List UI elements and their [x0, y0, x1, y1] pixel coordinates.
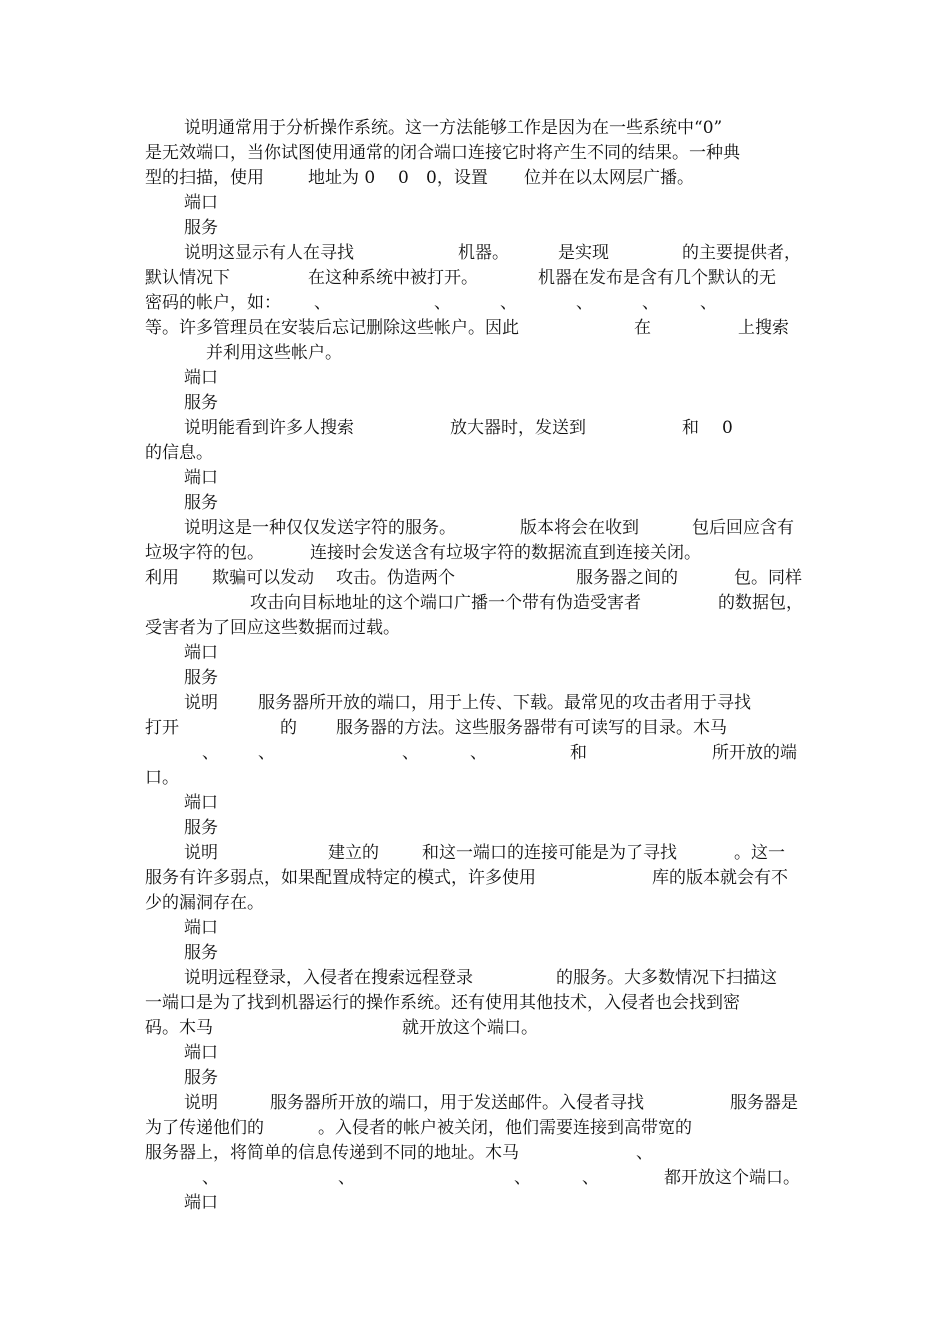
text-segment: 、: [202, 1168, 219, 1188]
text-segment: 就开放这个端口。: [402, 1018, 538, 1038]
text-line: [0, 791, 218, 816]
text-segment: 并利用这些帐户。: [206, 343, 342, 363]
text-segment: 说明远程登录，入侵者在搜索远程登录: [184, 968, 473, 988]
text-line: [0, 891, 264, 916]
text-segment: 、: [338, 1168, 355, 1188]
text-line: [0, 291, 717, 316]
port-label: 端口: [184, 468, 218, 488]
text-segment: 是实现: [558, 243, 609, 263]
text-segment: 和: [570, 743, 587, 763]
service-label: 服务: [184, 493, 218, 513]
text-segment: 型的扫描，使用: [145, 168, 264, 188]
text-line: [0, 1016, 538, 1041]
text-segment: 的服务。大多数情况下扫描这: [556, 968, 777, 988]
text-segment: 、: [576, 293, 593, 313]
text-line: [0, 591, 803, 616]
text-segment: 垃圾字符的包。: [145, 543, 264, 563]
text-line: [0, 1066, 218, 1091]
text-segment: 服务器所开放的端口，用于上传、下载。最常见的攻击者用于寻找: [258, 693, 751, 713]
text-segment: 为了传递他们的: [145, 1118, 264, 1138]
text-line: [0, 341, 342, 366]
text-segment: 上搜索: [738, 318, 789, 338]
text-segment: 口。: [145, 768, 179, 788]
text-segment: 说明: [184, 693, 218, 713]
text-segment: 机器。: [458, 243, 509, 263]
text-segment: 所开放的端: [712, 743, 797, 763]
service-label: 服务: [184, 1068, 218, 1088]
text-line: [0, 441, 213, 466]
text-segment: 在这种系统中被打开。: [308, 268, 478, 288]
text-segment: 0: [398, 168, 409, 188]
text-segment: 码。木马: [145, 1018, 213, 1038]
text-line: [0, 216, 218, 241]
text-line: [0, 1116, 692, 1141]
port-label: 端口: [184, 368, 218, 388]
text-segment: 、: [642, 293, 659, 313]
service-label: 服务: [184, 818, 218, 838]
text-segment: 的数据包，: [718, 593, 803, 613]
service-label: 服务: [184, 218, 218, 238]
text-line: [0, 991, 740, 1016]
text-line: [0, 1141, 653, 1166]
text-segment: 说明: [184, 843, 218, 863]
text-segment: 版本将会在收到: [520, 518, 639, 538]
text-segment: 的信息。: [145, 443, 213, 463]
text-segment: 库的版本就会有不: [652, 868, 788, 888]
text-segment: 机器在发布是含有几个默认的无: [538, 268, 776, 288]
service-label: 服务: [184, 943, 218, 963]
text-segment: 、: [434, 293, 451, 313]
text-line: [0, 966, 777, 991]
text-line: [0, 666, 218, 691]
text-segment: 一端口是为了找到机器运行的操作系统。还有使用其他技术，入侵者也会找到密: [145, 993, 740, 1013]
text-segment: 服务器的方法。这些服务器带有可读写的目录。木马: [336, 718, 727, 738]
text-line: [0, 541, 701, 566]
text-line: [0, 866, 788, 891]
port-label: 端口: [184, 793, 218, 813]
text-segment: 的: [280, 718, 297, 738]
text-line: [0, 741, 797, 766]
text-segment: 说明: [184, 1093, 218, 1113]
text-line: [0, 366, 218, 391]
text-segment: 0，设置: [426, 168, 488, 188]
text-segment: 。这一: [734, 843, 785, 863]
text-segment: 是无效端口，当你试图使用通常的闭合端口连接它时将产生不同的结果。一种典: [145, 143, 740, 163]
text-segment: 放大器时，发送到: [450, 418, 586, 438]
text-segment: 、: [470, 743, 487, 763]
text-line: [0, 166, 694, 191]
port-label: 端口: [184, 1193, 218, 1213]
text-segment: 说明这是一种仅仅发送字符的服务。: [184, 518, 456, 538]
text-segment: 服务器之间的: [576, 568, 678, 588]
text-segment: 服务器所开放的端口，用于发送邮件。入侵者寻找: [270, 1093, 644, 1113]
text-segment: 说明这显示有人在寻找: [184, 243, 354, 263]
text-line: [0, 316, 789, 341]
text-line: [0, 1166, 800, 1191]
text-segment: 和: [682, 418, 699, 438]
text-segment: 说明通常用于分析操作系统。这一方法能够工作是因为在一些系统中“0”: [184, 118, 723, 138]
text-line: [0, 816, 218, 841]
text-segment: 欺骗可以发动: [212, 568, 314, 588]
text-line: [0, 116, 723, 141]
text-line: [0, 491, 218, 516]
text-segment: 连接时会发送含有垃圾字符的数据流直到连接关闭。: [310, 543, 701, 563]
text-segment: 包。同样: [734, 568, 802, 588]
text-line: [0, 516, 794, 541]
text-segment: 少的漏洞存在。: [145, 893, 264, 913]
text-segment: 服务器上，将简单的信息传递到不同的地址。木马: [145, 1143, 519, 1163]
text-line: [0, 766, 179, 791]
text-segment: 和这一端口的连接可能是为了寻找: [422, 843, 677, 863]
text-segment: 、: [582, 1168, 599, 1188]
text-segment: 0: [722, 418, 733, 438]
text-line: [0, 916, 218, 941]
text-line: [0, 716, 727, 741]
text-segment: 包后回应含有: [692, 518, 794, 538]
text-line: [0, 641, 218, 666]
text-line: [0, 141, 740, 166]
text-line: [0, 841, 785, 866]
text-segment: 位并在以太网层广播。: [524, 168, 694, 188]
text-segment: 在: [634, 318, 651, 338]
text-segment: 等。许多管理员在安装后忘记删除这些帐户。因此: [145, 318, 519, 338]
text-segment: 打开: [145, 718, 179, 738]
service-label: 服务: [184, 668, 218, 688]
text-segment: 建立的: [328, 843, 379, 863]
text-segment: 、: [202, 743, 219, 763]
text-segment: 说明能看到许多人搜索: [184, 418, 354, 438]
text-segment: 。入侵者的帐户被关闭，他们需要连接到高带宽的: [318, 1118, 692, 1138]
text-line: [0, 466, 218, 491]
text-line: [0, 1191, 218, 1216]
text-line: [0, 266, 776, 291]
text-segment: 服务有许多弱点，如果配置成特定的模式，许多使用: [145, 868, 536, 888]
text-line: [0, 191, 218, 216]
text-segment: 、: [514, 1168, 531, 1188]
text-segment: 受害者为了回应这些数据而过载。: [145, 618, 400, 638]
text-segment: 的主要提供者，: [682, 243, 801, 263]
text-segment: 攻击向目标地址的这个端口广播一个带有伪造受害者: [250, 593, 641, 613]
text-segment: 、: [500, 293, 517, 313]
text-segment: 地址为 0: [308, 168, 376, 188]
text-segment: 、: [636, 1143, 653, 1163]
text-line: [0, 941, 218, 966]
service-label: 服务: [184, 393, 218, 413]
text-segment: 密码的帐户，如：: [145, 293, 281, 313]
text-segment: 服务器是: [730, 1093, 798, 1113]
port-label: 端口: [184, 1043, 218, 1063]
text-line: [0, 1041, 218, 1066]
text-segment: 、: [402, 743, 419, 763]
text-line: [0, 1091, 798, 1116]
port-label: 端口: [184, 193, 218, 213]
text-line: [0, 616, 400, 641]
text-line: [0, 241, 801, 266]
text-line: [0, 691, 751, 716]
text-line: [0, 416, 733, 441]
text-segment: 默认情况下: [145, 268, 230, 288]
text-segment: 都开放这个端口。: [664, 1168, 800, 1188]
text-segment: 攻击。伪造两个: [336, 568, 455, 588]
text-segment: 、: [314, 293, 331, 313]
text-segment: 、: [258, 743, 275, 763]
port-label: 端口: [184, 918, 218, 938]
port-label: 端口: [184, 643, 218, 663]
text-segment: 利用: [145, 568, 179, 588]
text-segment: 、: [700, 293, 717, 313]
text-line: [0, 566, 802, 591]
text-line: [0, 391, 218, 416]
